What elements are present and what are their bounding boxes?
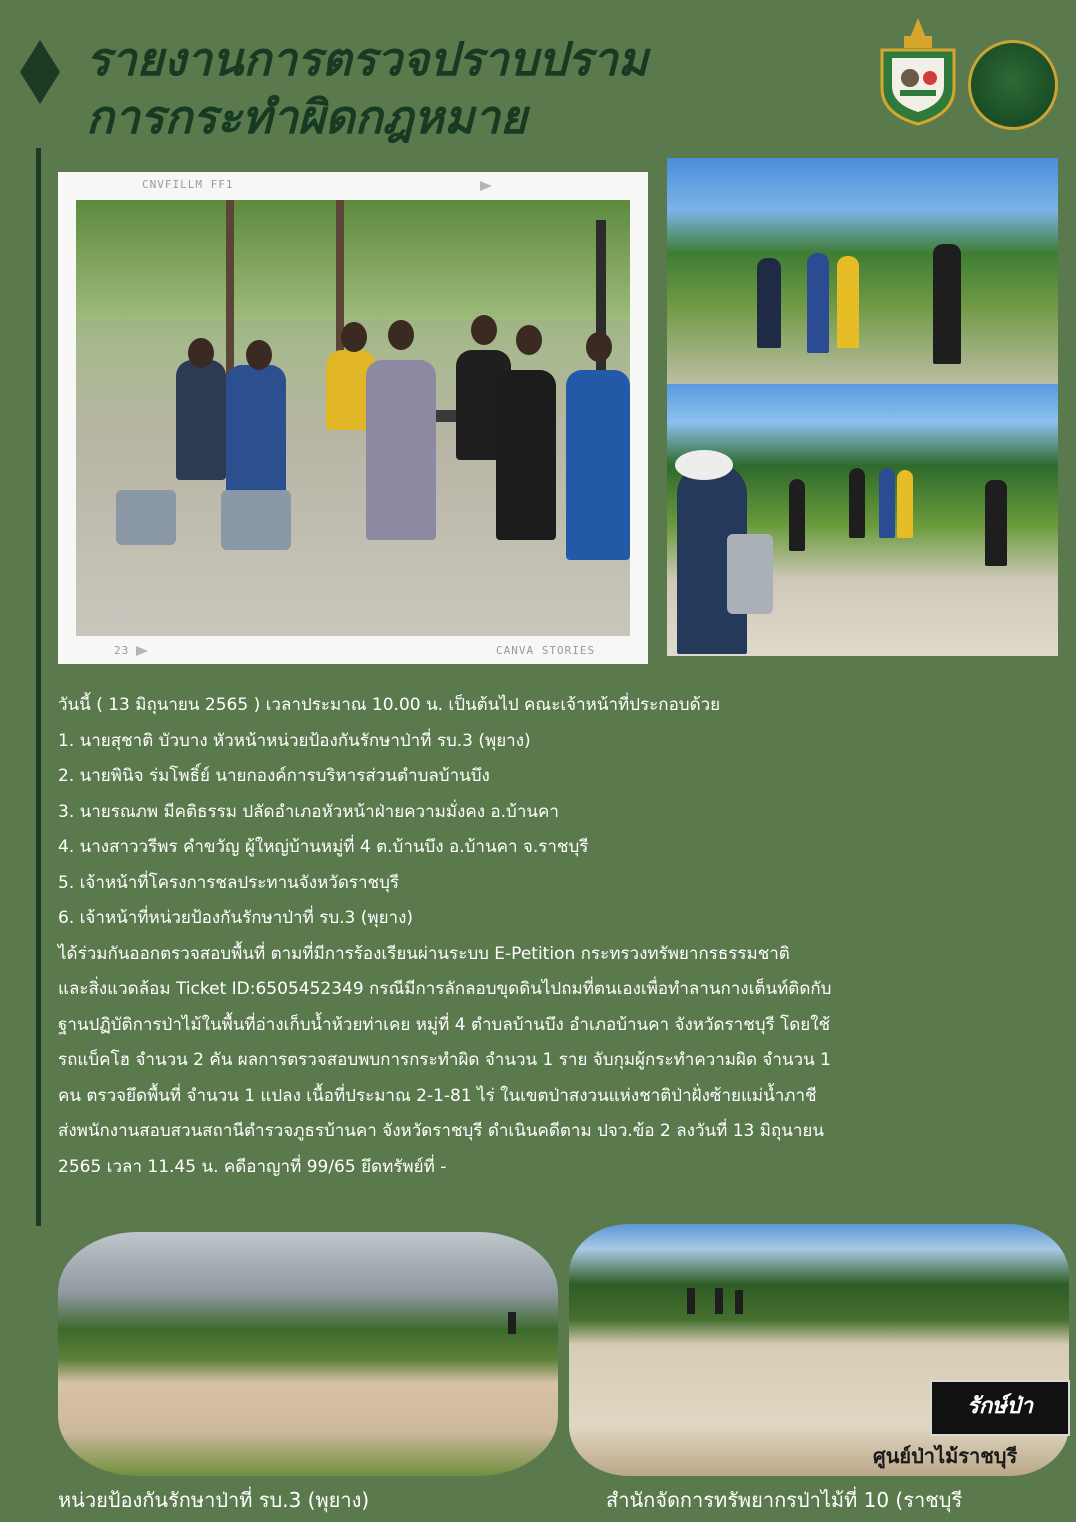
report-member: 2. นายพินิจ ร่มโพธิ์ย์ นายกองค์การบริหารส่วนตำบลบ้านบึง xyxy=(58,766,490,786)
royal-forest-department-logo xyxy=(968,40,1058,130)
excavation-site-photo-2 xyxy=(569,1224,1069,1476)
report-member: 5. เจ้าหน้าที่โครงการชลประทานจังหวัดราชบุรี xyxy=(58,872,399,893)
person xyxy=(366,360,436,540)
head xyxy=(341,322,367,352)
head xyxy=(388,320,414,350)
person xyxy=(897,470,913,538)
report-detail-line: รถแบ็คโฮ จำนวน 2 คัน ผลการตรวจสอบพบการกระทำผิด จำนวน 1 ราย จับกุมผู้กระทำความผิด จำนวน 1 xyxy=(58,1050,831,1070)
person xyxy=(735,1290,743,1314)
head xyxy=(471,315,497,345)
report-detail-line: คน ตรวจยึดพื้นที่ จำนวน 1 แปลง เนื้อที่ประมาณ 2-1-81 ไร่ ในเขตป่าสงวนแห่งชาติป่าฝั่งซ้ายแม่น้ำภาชี xyxy=(58,1085,817,1106)
bag xyxy=(727,534,773,614)
person xyxy=(933,244,961,364)
field-inspection-photo-1 xyxy=(667,158,1058,396)
frame-bottom-label: CANVA STORIES xyxy=(496,644,596,657)
person xyxy=(837,256,859,348)
frame-top-label: CNVFILLM FF1 xyxy=(142,178,234,191)
report-detail-line: และสิ่งแวดล้อม Ticket ID:6505452349 กรณีมีการลักลอบขุดดินไปถมที่ตนเองเพื่อทำลานกางเต็นท์ติดกับ xyxy=(58,979,832,999)
white-cap xyxy=(675,450,733,480)
head xyxy=(188,338,214,368)
person xyxy=(508,1312,516,1334)
person xyxy=(789,479,805,551)
report-body xyxy=(58,688,1058,1185)
meeting-photo-frame xyxy=(58,172,648,664)
person xyxy=(807,253,829,353)
report-member: 6. เจ้าหน้าที่หน่วยป้องกันรักษาป่าที่ รบ.3 (พุยาง) xyxy=(58,908,414,928)
report-intro: วันนี้ ( 13 มิถุนายน 2565 ) เวลาประมาณ 10.00 น. เป็นต้นไป คณะเจ้าหน้าที่ประกอบด้วย xyxy=(58,695,721,715)
page-title xyxy=(86,30,648,146)
plastic-stool xyxy=(221,490,291,550)
report-detail-line: ฐานปฏิบัติการป่าไม้ในพื้นที่อ่างเก็บน้ำห้วยท่าเคย หมู่ที่ 4 ตำบลบ้านบึง อำเภอบ้านคา จังหวัดราชบุรี โดยใช้ xyxy=(58,1014,831,1035)
head xyxy=(586,332,612,362)
forest-center-caption: ศูนย์ป่าไม้ราชบุรี xyxy=(873,1444,1018,1468)
meeting-photo xyxy=(76,200,630,636)
plastic-stool xyxy=(116,490,176,545)
report-detail-line: ส่งพนักงานสอบสวนสถานีตำรวจภูธรบ้านคา จังหวัดราชบุรี ดำเนินคดีตาม ปจว.ข้อ 2 ลงวันที่ 13 มิถุนายน xyxy=(58,1121,825,1141)
person xyxy=(566,370,630,560)
department-emblem-logo xyxy=(872,16,964,128)
vertical-divider xyxy=(36,148,41,1226)
report-detail-line: 2565 เวลา 11.45 น. คดีอาญาที่ 99/65 ยึดทรัพย์ที่ - xyxy=(58,1156,447,1177)
report-member: 3. นายรณภพ มีคติธรรม ปลัดอำเภอหัวหน้าฝ่ายความมั่งคง อ.บ้านคา xyxy=(58,801,559,822)
report-detail-line: ได้ร่วมกันออกตรวจสอบพื้นที่ ตามที่มีการร้องเรียนผ่านระบบ E-Petition กระทรวงทรัพยากรธรรมชาติ xyxy=(58,943,790,964)
person xyxy=(176,360,226,480)
person xyxy=(757,258,781,348)
head xyxy=(516,325,542,355)
diamond-bullet-icon xyxy=(20,40,60,104)
person xyxy=(715,1288,723,1314)
left-photo-caption: หน่วยป้องกันรักษาป่าที่ รบ.3 (พุยาง) xyxy=(58,1488,370,1512)
head xyxy=(246,340,272,370)
report-member: 4. นางสาววรีพร คำขวัญ ผู้ใหญ่บ้านหมู่ที่ 4 ต.บ้านบึง อ.บ้านคา จ.ราชบุรี xyxy=(58,837,589,857)
person xyxy=(849,468,865,538)
frame-top-arrow-icon xyxy=(480,181,492,191)
forest-conservation-badge: รักษ์ป่า xyxy=(930,1380,1070,1436)
frame-number-label: 23 xyxy=(114,644,130,657)
right-photo-caption: สำนักจัดการทรัพยากรป่าไม้ที่ 10 (ราชบุรี xyxy=(606,1488,963,1512)
report-member: 1. นายสุชาติ บัวบาง หัวหน้าหน่วยป้องกันรักษาป่าที่ รบ.3 (พุยาง) xyxy=(58,730,531,751)
person xyxy=(687,1288,695,1314)
frame-bottom-arrow-icon xyxy=(136,646,148,656)
person xyxy=(879,468,895,538)
title-line-2: การกระทำผิดกฎหมาย xyxy=(86,90,527,144)
tree-canopy xyxy=(76,200,630,320)
person xyxy=(985,480,1007,566)
person xyxy=(496,370,556,540)
excavation-site-photo-1 xyxy=(58,1232,558,1476)
title-line-1: รายงานการตรวจปราบปราม xyxy=(86,32,648,86)
field-inspection-photo-2 xyxy=(667,384,1058,656)
